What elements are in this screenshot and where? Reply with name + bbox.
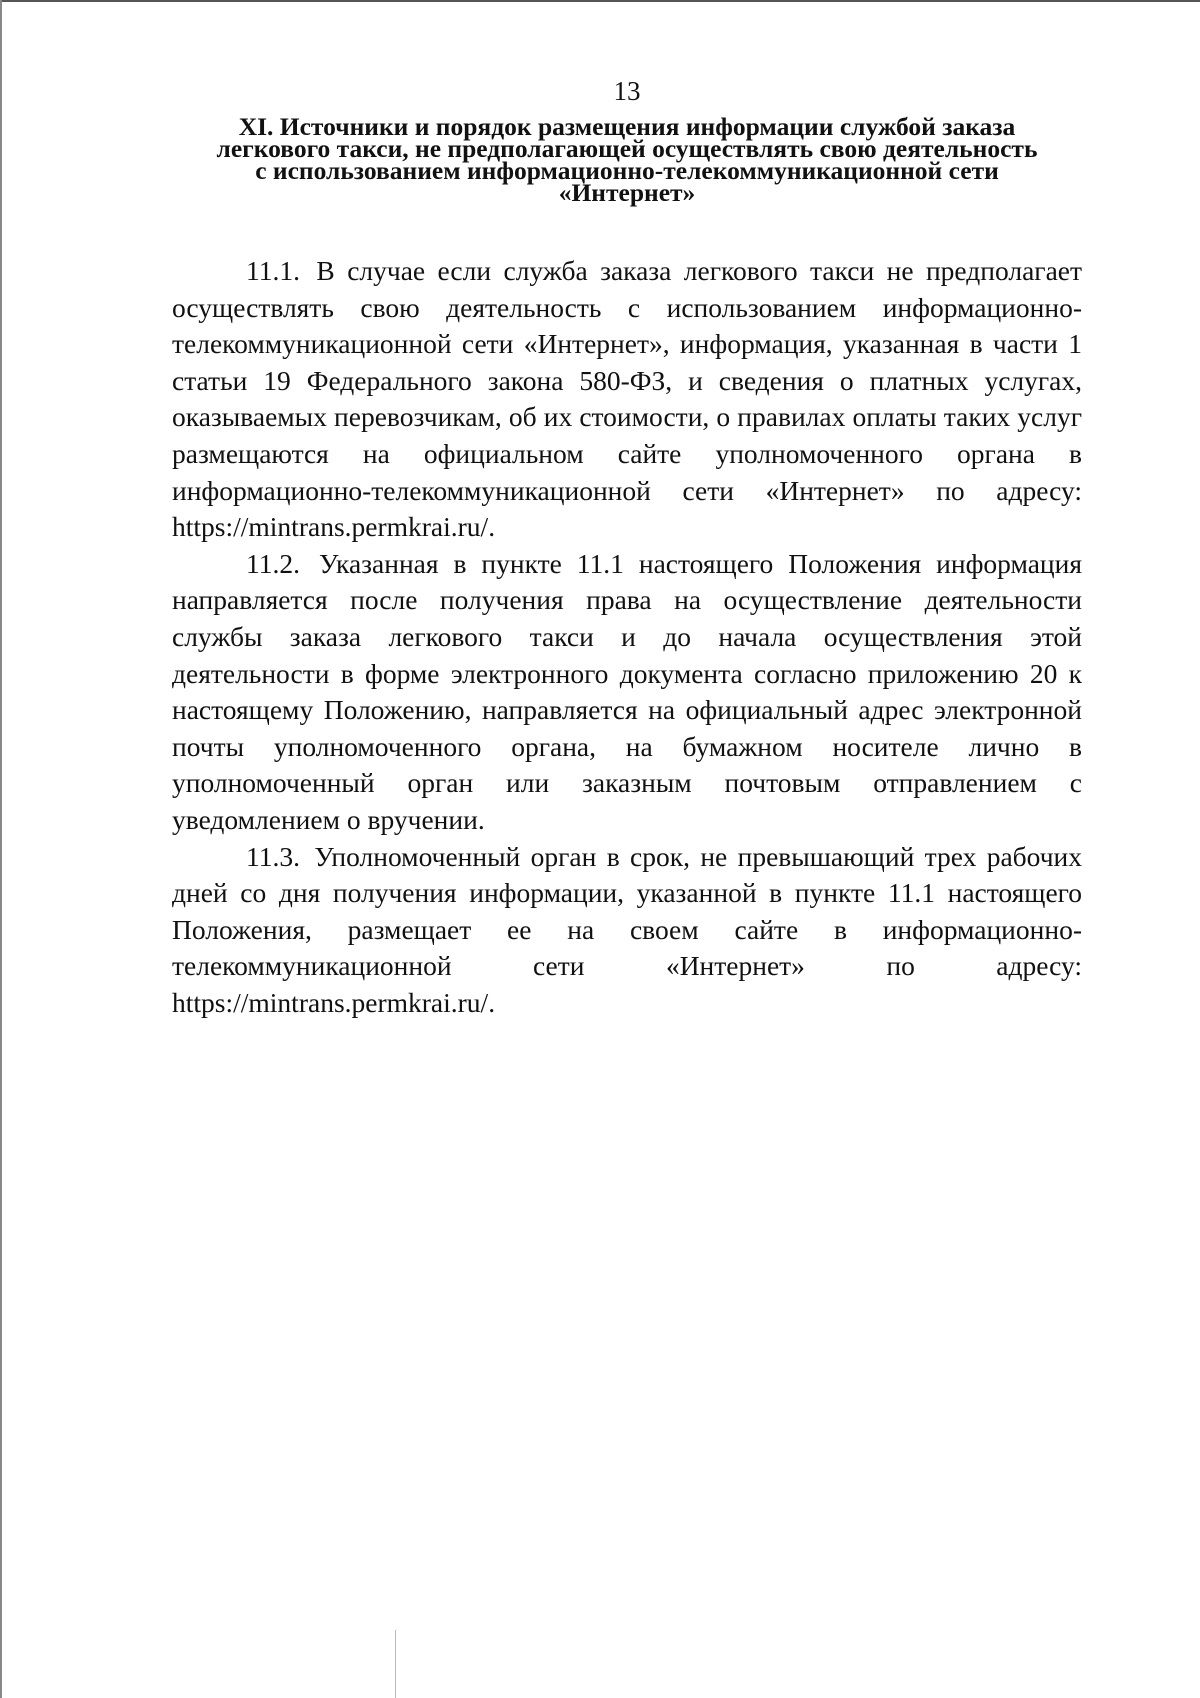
paragraph-number: 11.2. xyxy=(246,547,300,579)
section-title-line: «Интернет» xyxy=(558,178,696,207)
page-number: 13 xyxy=(613,76,641,106)
paragraph-11-1 xyxy=(172,253,1082,546)
paragraph-11-2 xyxy=(172,546,1082,839)
section-title xyxy=(172,112,1082,207)
paragraph-text: В случае если служба заказа легкового такси не предполагает осуществлять свою деятельность с использованием информационно-телекоммуникационной сети «Интернет», информация, указанная в части 1 статьи 19 Федерального закона 580-ФЗ, и сведения о платных услугах, оказываемых перевозчикам, об их стоимости, о правилах оплаты таких услуг размещаются на официальном сайте уполномоченного органа в информационно-телекоммуникационной сети «Интернет» по адресу: https://mintrans.permkrai.ru/. xyxy=(172,255,1083,543)
document-body xyxy=(172,253,1082,1021)
paragraph-number: 11.1. xyxy=(246,255,300,286)
section-title-line: легкового такси, не предполагающей осуществлять свою деятельность xyxy=(216,134,1038,163)
section-title-line: с использованием информационно-телекоммуникационной сети xyxy=(255,156,999,185)
scan-top-edge xyxy=(0,0,1200,2)
paragraph-text: Указанная в пункте 11.1 настоящего Положения информация направляется после получения права на осуществление деятельности службы заказа легкового такси и до начала осуществления этой деятельности в форме электронного документа согласно приложению 20 к настоящему Положению, направляется на официальный адрес электронной почты уполномоченного органа, на бумажном носителе лично в уполномоченный орган или заказным почтовым отправлением с уведомлением о вручении. xyxy=(172,547,1082,835)
scan-left-edge xyxy=(0,0,2,1698)
section-title-line: XI. Источники и порядок размещения информации службой заказа xyxy=(238,112,1016,141)
paragraph-text: Уполномоченный орган в срок, не превышающий трех рабочих дней со дня получения информации, указанной в пункте 11.1 настоящего Положения, размещает ее на своем сайте в информационно-телекоммуникационной сети «Интернет» по адресу: https://mintrans.permkrai.ru/. xyxy=(172,840,1082,1018)
paragraph-11-3 xyxy=(172,839,1082,1022)
scan-artifact-line xyxy=(395,1630,396,1698)
paragraph-number: 11.3. xyxy=(246,840,300,872)
